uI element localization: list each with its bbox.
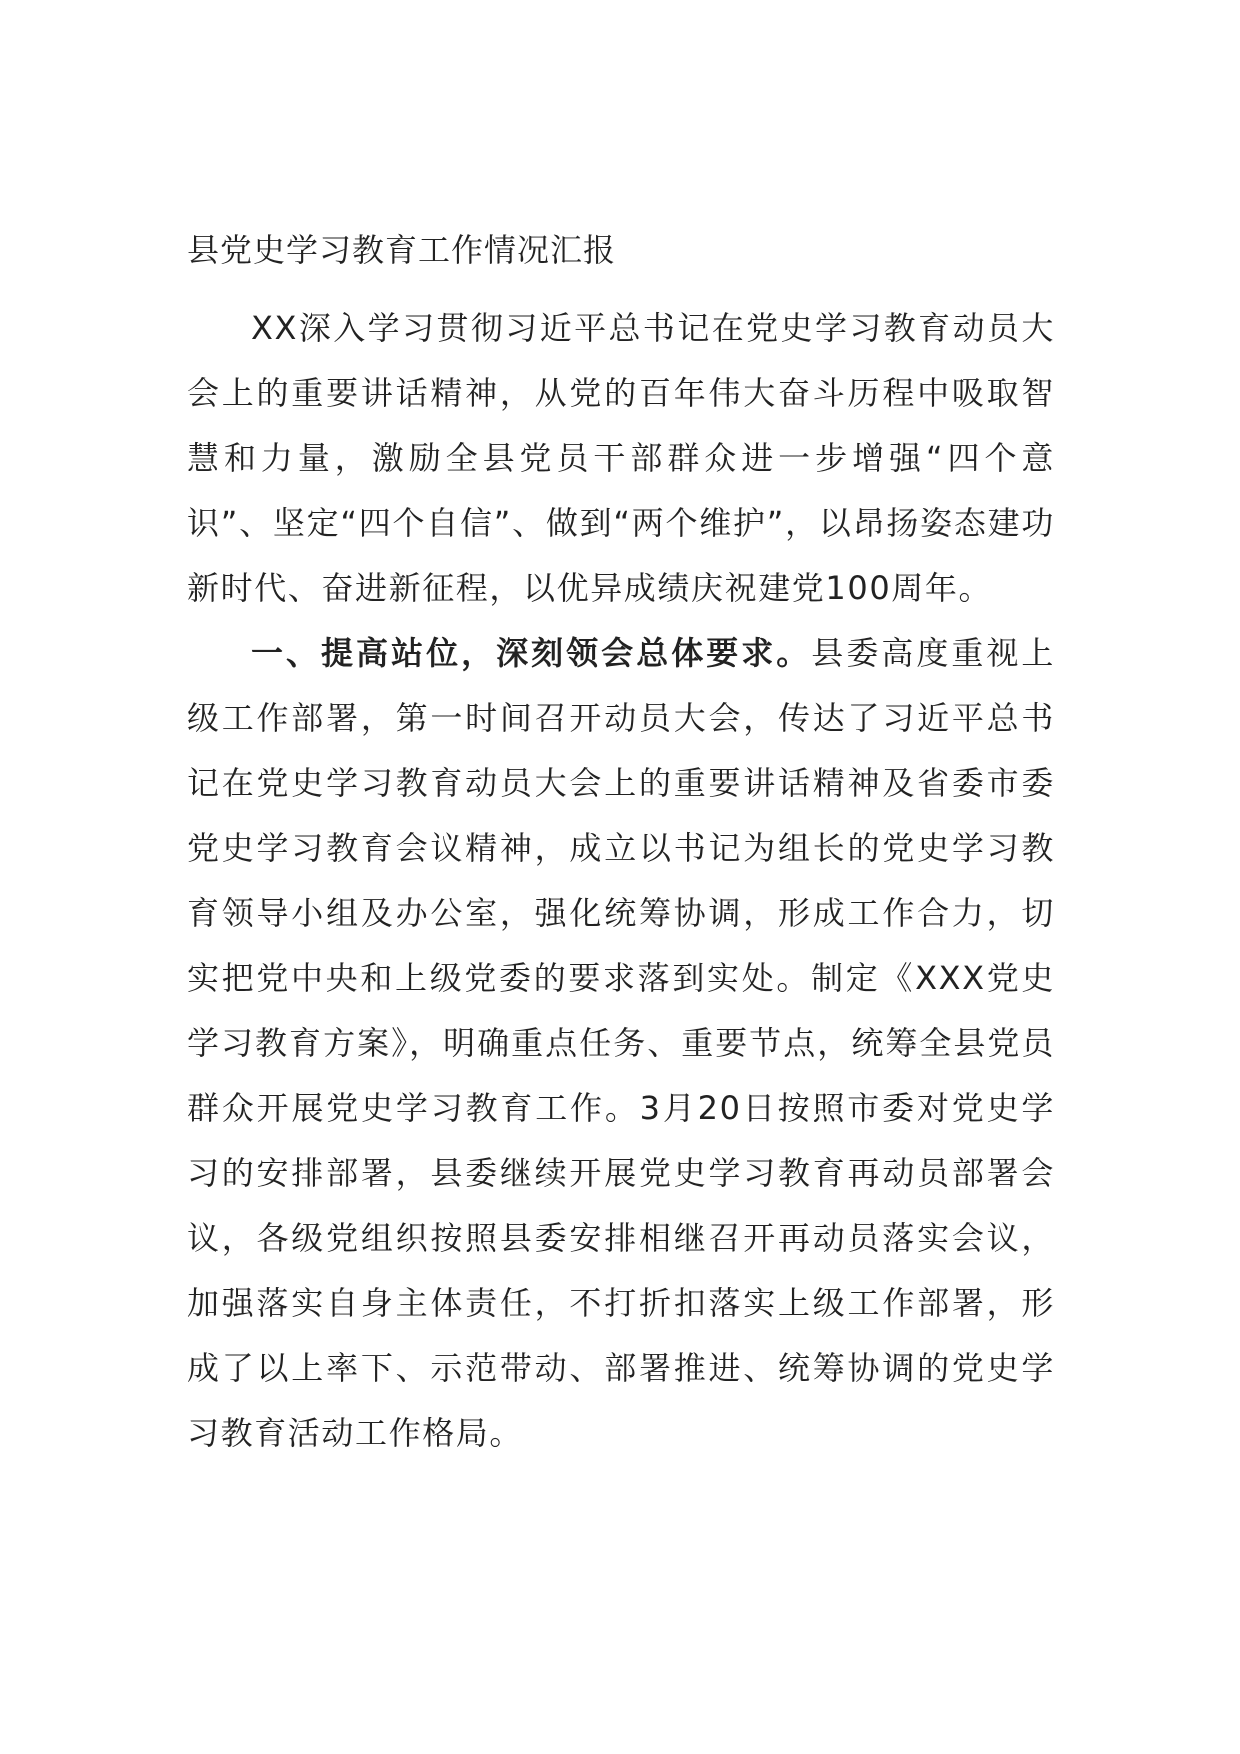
section-1-paragraph xyxy=(187,621,1055,1466)
document-title: 县党史学习教育工作情况汇报 xyxy=(187,231,617,269)
document-page xyxy=(187,218,1055,1466)
intro-paragraph: XX深入学习贯彻习近平总书记在党史学习教育动员大会上的重要讲话精神，从党的百年伟大奋斗历程中吸取智慧和力量，激励全县党员干部群众进一步增强“四个意识”、坚定“四个自信”、做到“两个维护”，以昂扬姿态建功新时代、奋进新征程，以优异成绩庆祝建党100周年。 xyxy=(187,309,1055,607)
section-1-body: 县委高度重视上级工作部署，第一时间召开动员大会，传达了习近平总书记在党史学习教育动员大会上的重要讲话精神及省委市委党史学习教育会议精神，成立以书记为组长的党史学习教育领导小组及办公室，强化统筹协调，形成工作合力，切实把党中央和上级党委的要求落到实处。制定《XXX党史学习教育方案》，明确重点任务、重要节点，统筹全县党员群众开展党史学习教育工作。3月20日按照市委对党史学习的安排部署，县委继续开展党史学习教育再动员部署会议，各级党组织按照县委安排相继召开再动员落实会议，加强落实自身主体责任，不打折扣落实上级工作部署，形成了以上率下、示范带动、部署推进、统筹协调的党史学习教育活动工作格局。 xyxy=(187,634,1056,1452)
section-1-heading: 一、提高站位，深刻领会总体要求。 xyxy=(251,634,812,672)
